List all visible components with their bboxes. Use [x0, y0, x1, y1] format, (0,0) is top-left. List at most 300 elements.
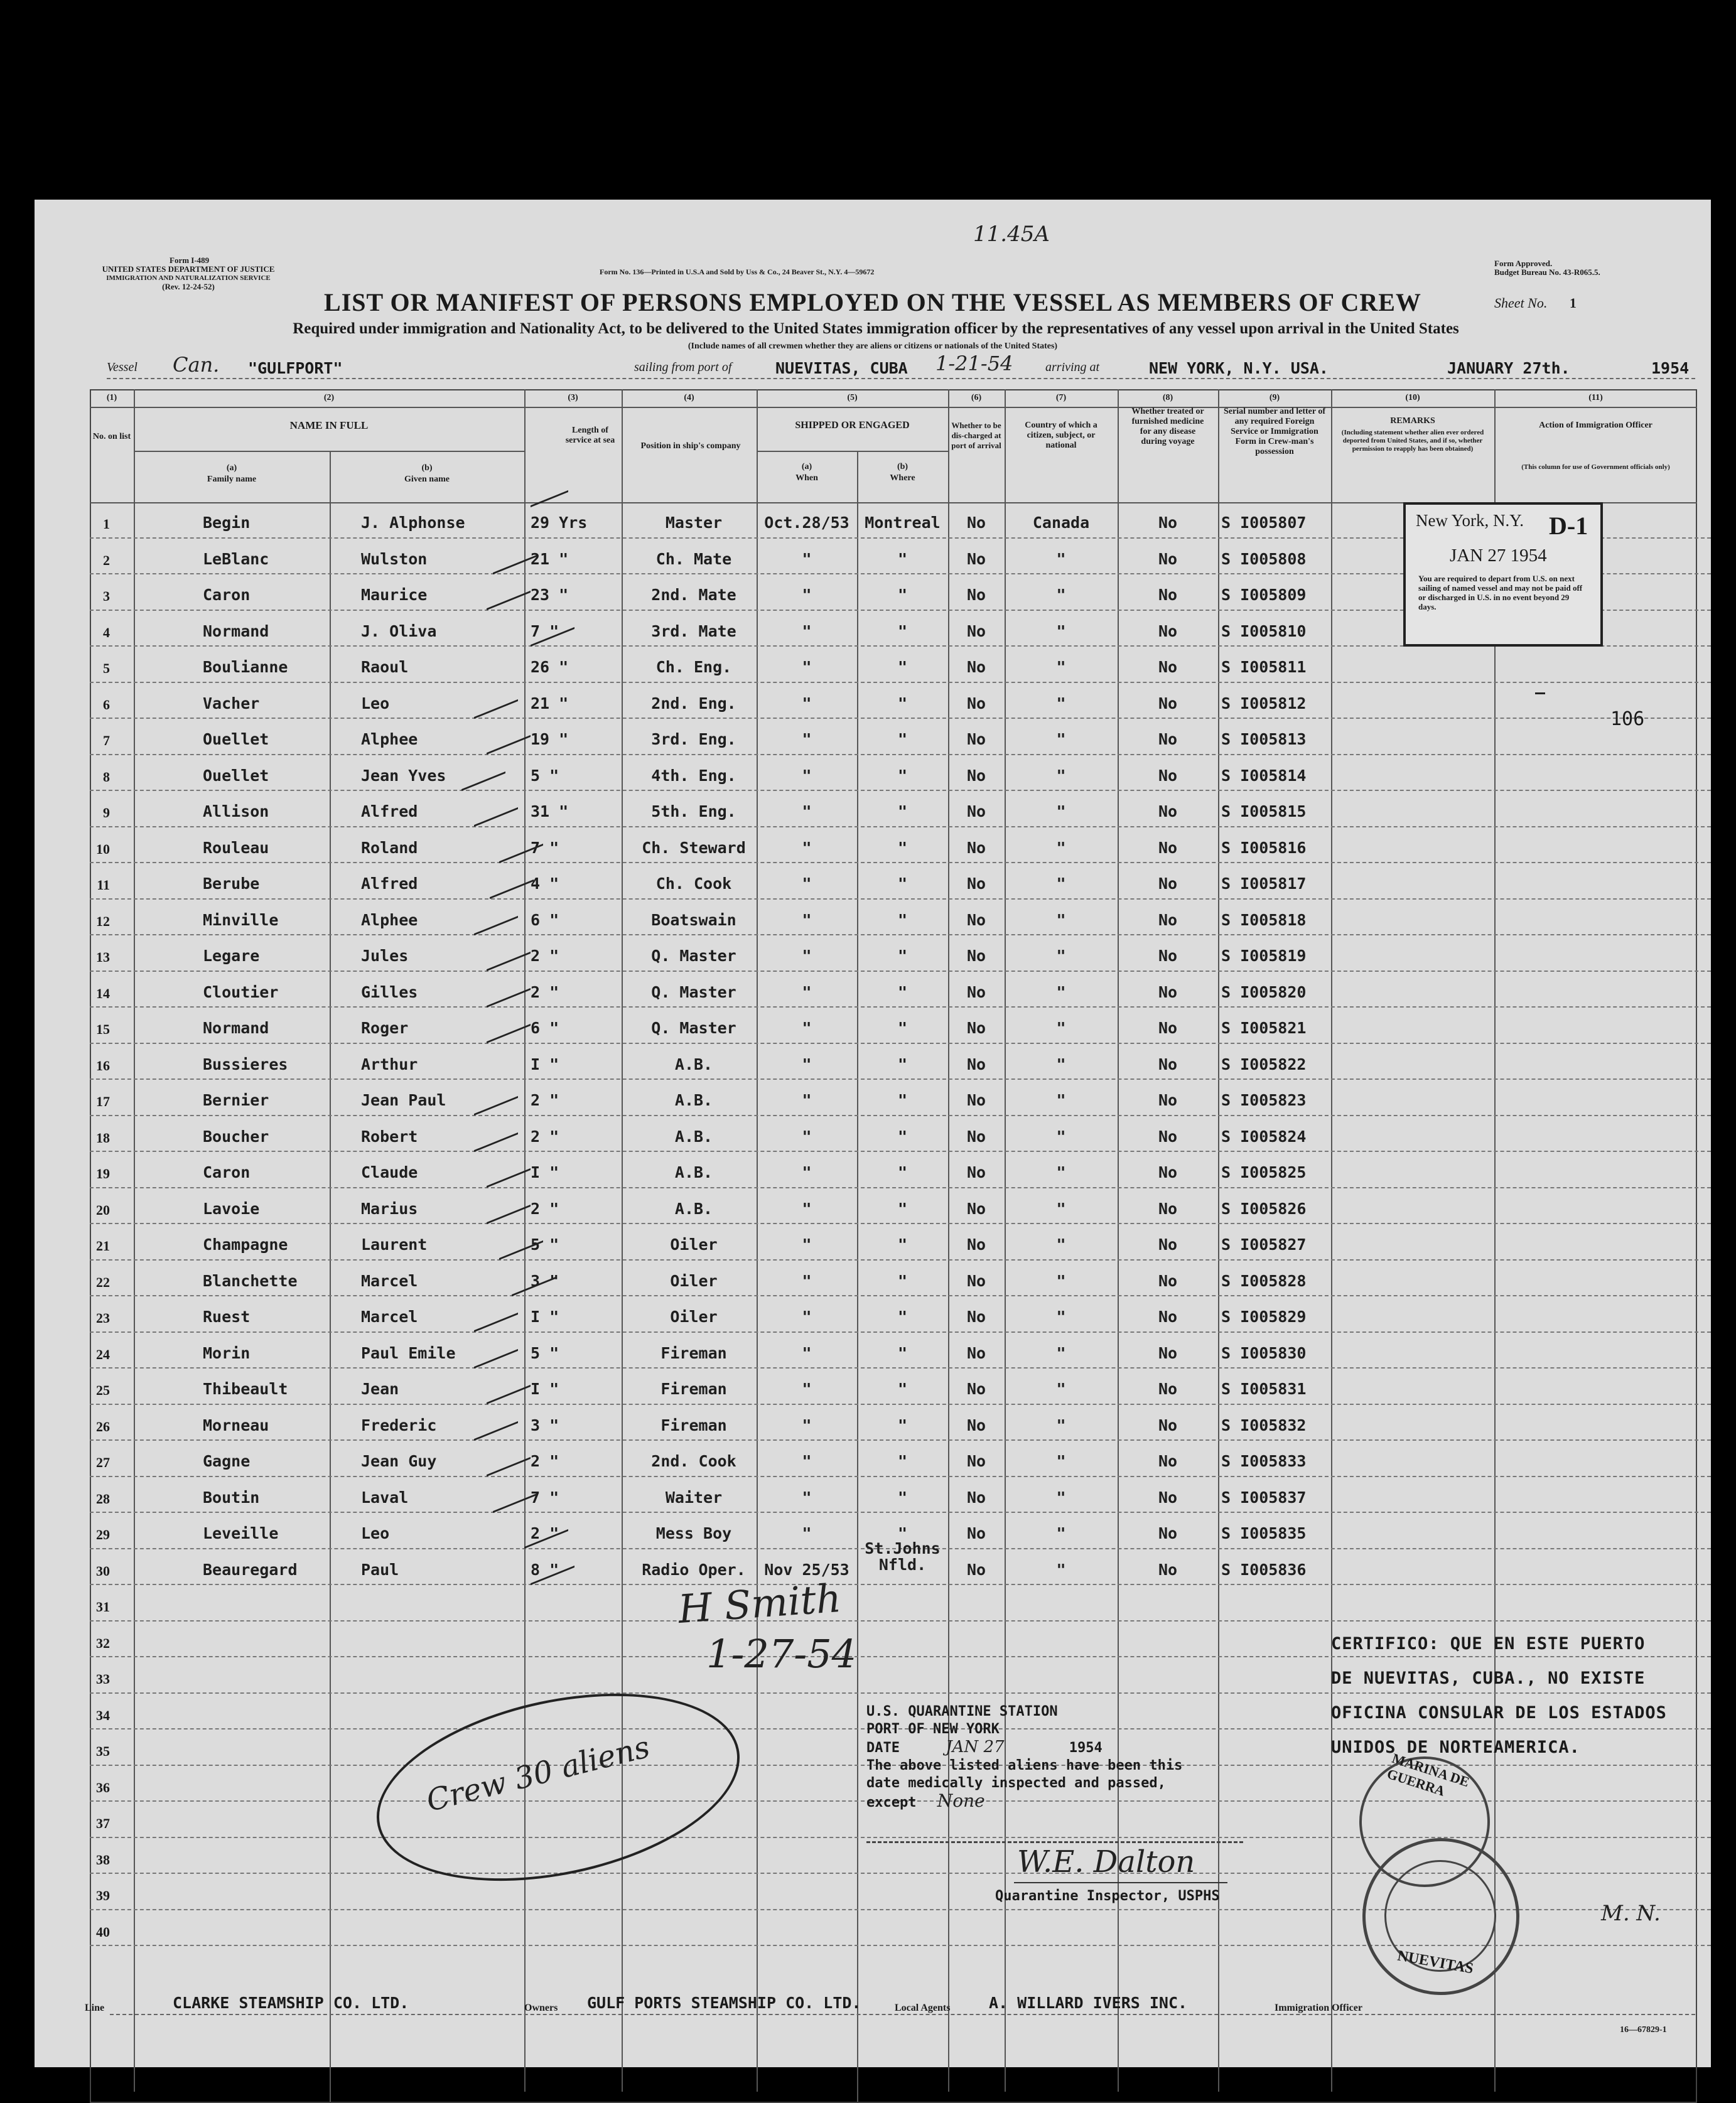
length-of-service: 2 " — [531, 947, 559, 965]
arriving-port: NEW YORK, N.Y. USA. — [1149, 359, 1329, 377]
discharged: No — [966, 1524, 986, 1542]
col-number: (7) — [1055, 393, 1067, 402]
header-family-name: Family name — [207, 475, 257, 484]
col-number: (8) — [1162, 393, 1173, 402]
discharged: No — [966, 1199, 986, 1218]
length-of-service: I " — [531, 1163, 559, 1181]
row-number: 5 — [103, 660, 110, 676]
medicine: No — [1158, 1091, 1178, 1109]
length-of-service: 3 " — [531, 1271, 559, 1290]
family-name: Morin — [203, 1343, 251, 1362]
shipped-where: " — [897, 621, 908, 640]
form-number: Form I-489 — [170, 255, 210, 265]
table-row — [35, 719, 1711, 755]
medicine: No — [1158, 730, 1178, 748]
given-name: Alfred — [361, 874, 418, 893]
length-of-service: 2 " — [531, 1127, 559, 1146]
position: Fireman — [660, 1416, 727, 1434]
seal-text-bottom: NUEVITAS — [1396, 1947, 1475, 1977]
shipped-where: Montreal — [865, 514, 941, 532]
printer-line: Form No. 136—Printed in U.S.A and Sold by Uss & Co., 24 Beaver St., N.Y. 4—59672 — [600, 267, 875, 276]
sailing-date-handwritten: 1-21-54 — [935, 352, 1013, 375]
country: " — [1056, 1235, 1066, 1254]
header-remarks-note: (Including statement whether alien ever ordered deported from United States, and if so, whether permission to reapply has been obtained) — [1341, 429, 1484, 453]
check-mark — [474, 896, 518, 935]
stamp-text: You are required to depart from U.S. on next sailing of named vessel and may not be paid off or discharged in U.S. in no event beyond 29 days. — [1418, 574, 1583, 611]
discharged: No — [966, 910, 986, 929]
manifest-page — [35, 200, 1711, 2067]
discharged: No — [966, 947, 986, 965]
row-number: 25 — [96, 1382, 110, 1398]
given-name: Alphee — [361, 910, 418, 929]
table-row — [35, 647, 1711, 683]
shipped-when: " — [802, 1380, 812, 1398]
shipped-where: " — [897, 1343, 908, 1362]
medicine: No — [1158, 1380, 1178, 1398]
shipped-when: " — [802, 838, 812, 857]
discharged: No — [966, 1488, 986, 1507]
length-of-service: 26 " — [531, 658, 569, 676]
shipped-when: " — [802, 586, 812, 604]
family-name: Thibeault — [203, 1380, 288, 1398]
check-mark — [487, 716, 531, 755]
seal-text-top: MARINA DE GUERRA — [1385, 1750, 1472, 1799]
country: " — [1056, 1019, 1066, 1037]
medicine: No — [1158, 982, 1178, 1001]
row-number: 1 — [103, 516, 110, 532]
check-mark — [493, 535, 537, 574]
quarantine-station: U.S. QUARANTINE STATION — [866, 1704, 1058, 1719]
country: " — [1056, 947, 1066, 965]
manifest-subnote: (Include names of all crewmen whether they are aliens or citizens or nationals of the United States) — [687, 342, 1058, 351]
shipped-when: " — [802, 1235, 812, 1254]
arrival-year: 1954 — [1651, 359, 1690, 377]
serial-number: S I005811 — [1221, 658, 1307, 676]
medicine: No — [1158, 1235, 1178, 1254]
country: " — [1056, 1199, 1066, 1218]
stamp-date: JAN 27 1954 — [1450, 546, 1547, 566]
shipped-when: " — [802, 874, 812, 893]
family-name: Caron — [203, 1163, 251, 1181]
shipped-where: " — [897, 658, 908, 676]
shipped-where: " — [897, 1271, 908, 1290]
certificate-line-1: CERTIFICO: QUE EN ESTE PUERTO — [1331, 1634, 1646, 1654]
manifest-title: LIST OR MANIFEST OF PERSONS EMPLOYED ON THE VESSEL AS MEMBERS OF CREW — [324, 288, 1421, 316]
shipped-when: " — [802, 658, 812, 676]
shipped-when: " — [802, 549, 812, 568]
given-name: Roger — [361, 1019, 409, 1037]
check-mark — [487, 1149, 531, 1188]
check-mark — [474, 1294, 518, 1332]
family-name: Normand — [203, 621, 269, 640]
table-row — [35, 1296, 1711, 1333]
serial-number: S I005832 — [1221, 1416, 1307, 1434]
check-mark — [531, 1546, 574, 1584]
form-id-block — [94, 256, 283, 291]
shipped-where: " — [897, 1488, 908, 1507]
header-family-a: (a) — [226, 463, 237, 473]
col-number: (3) — [568, 393, 578, 402]
shipped-when: " — [802, 621, 812, 640]
medicine: No — [1158, 1271, 1178, 1290]
position: 3rd. Eng. — [651, 730, 736, 748]
footer-officer-label: Immigration Officer — [1275, 2003, 1362, 2013]
country: " — [1056, 982, 1066, 1001]
medicine: No — [1158, 658, 1178, 676]
position: Oiler — [670, 1235, 718, 1254]
given-name: Wulston — [361, 549, 428, 568]
serial-number: S I005808 — [1221, 549, 1307, 568]
given-name: Maurice — [361, 586, 428, 604]
medicine: No — [1158, 1416, 1178, 1434]
shipped-where: " — [897, 982, 908, 1001]
serial-number: S I005821 — [1221, 1019, 1307, 1037]
country: " — [1056, 658, 1066, 676]
check-mark — [474, 788, 518, 827]
header-remarks: REMARKS — [1390, 416, 1435, 426]
discharged: No — [966, 1091, 986, 1109]
given-name: Paul — [361, 1560, 399, 1579]
shipped-when: " — [802, 982, 812, 1001]
col-number: (9) — [1269, 393, 1280, 402]
inspector-date: 1-27-54 — [706, 1631, 857, 1677]
row-number: 6 — [103, 696, 110, 713]
row-number: 27 — [96, 1455, 110, 1470]
row-number: 33 — [96, 1671, 110, 1687]
discharged: No — [966, 1416, 986, 1434]
check-mark — [487, 933, 531, 971]
discharged: No — [966, 1308, 986, 1326]
length-of-service: 2 " — [531, 982, 559, 1001]
position: 4th. Eng. — [651, 766, 736, 785]
medicine: No — [1158, 1163, 1178, 1181]
length-of-service: 6 " — [531, 910, 559, 929]
length-of-service: 21 " — [531, 549, 569, 568]
length-of-service: 5 " — [531, 766, 559, 785]
shipped-where: " — [897, 838, 908, 857]
family-name: Boucher — [203, 1127, 269, 1146]
certificate-line-3: OFICINA CONSULAR DE LOS ESTADOS — [1331, 1703, 1667, 1723]
quarantine-date-handwritten: JAN 27 — [946, 1738, 1005, 1756]
position: Oiler — [670, 1271, 718, 1290]
serial-number: S I005816 — [1221, 838, 1307, 857]
position: 5th. Eng. — [651, 802, 736, 820]
length-of-service: 2 " — [531, 1091, 559, 1109]
row-number: 18 — [96, 1129, 110, 1146]
country: " — [1056, 730, 1066, 748]
header-when-a: (a) — [801, 462, 812, 471]
serial-number: S I005835 — [1221, 1524, 1307, 1542]
position: 3rd. Mate — [651, 621, 736, 640]
country: " — [1056, 1560, 1066, 1579]
position: A.B. — [674, 1199, 713, 1218]
shipped-where: " — [897, 1127, 908, 1146]
given-name: Marcel — [361, 1271, 418, 1290]
certificate-line-4: UNIDOS DE NORTEAMERICA. — [1331, 1738, 1580, 1757]
length-of-service: 4 " — [531, 874, 559, 893]
header-action: Action of Immigration Officer — [1539, 421, 1652, 430]
serial-number: S I005823 — [1221, 1091, 1307, 1109]
footer-owners: GULF PORTS STEAMSHIP CO. LTD. — [587, 1994, 861, 2012]
length-of-service: 19 " — [531, 730, 569, 748]
position: Fireman — [660, 1380, 727, 1398]
position: Boatswain — [651, 910, 736, 929]
quarantine-line-1: The above listed aliens have been this — [866, 1758, 1183, 1773]
stamp-code: D-1 — [1549, 512, 1588, 540]
family-name: LeBlanc — [203, 549, 269, 568]
medicine: No — [1158, 910, 1178, 929]
country: " — [1056, 766, 1066, 785]
row-number: 40 — [96, 1923, 110, 1940]
table-row — [35, 1261, 1711, 1297]
serial-number: S I005824 — [1221, 1127, 1307, 1146]
check-mark — [531, 608, 574, 646]
serial-number: S I005828 — [1221, 1271, 1307, 1290]
discharged: No — [966, 514, 986, 532]
country: " — [1056, 1308, 1066, 1326]
family-name: Legare — [203, 947, 260, 965]
medicine: No — [1158, 1488, 1178, 1507]
discharged: No — [966, 730, 986, 748]
row-number: 7 — [103, 733, 110, 748]
shipped-when: " — [802, 1416, 812, 1434]
table-row — [35, 935, 1711, 972]
immigration-stamp — [1403, 502, 1603, 647]
given-name: Laval — [361, 1488, 409, 1507]
serial-number: S I005825 — [1221, 1163, 1307, 1181]
sailing-port: NUEVITAS, CUBA — [775, 359, 908, 377]
medicine: No — [1158, 1452, 1178, 1470]
country: " — [1056, 1343, 1066, 1362]
seal-signature-initials: M. N. — [1601, 1901, 1661, 1926]
position: 2nd. Eng. — [651, 694, 736, 713]
given-name: Leo — [361, 694, 390, 713]
table-row — [35, 1152, 1711, 1188]
shipped-where: " — [897, 1308, 908, 1326]
row-number: 20 — [96, 1202, 110, 1218]
header-medicine: Whether treated or furnished medicine for any disease during voyage — [1131, 407, 1204, 446]
table-row — [35, 1585, 1711, 1622]
serial-number: S I005820 — [1221, 982, 1307, 1001]
serial-number: S I005830 — [1221, 1343, 1307, 1362]
vessel-label: Vessel — [107, 360, 137, 374]
col-number: (4) — [684, 393, 694, 402]
check-mark — [524, 1510, 568, 1549]
length-of-service: I " — [531, 1380, 559, 1398]
serial-number: S I005827 — [1221, 1235, 1307, 1254]
country: Canada — [1032, 514, 1090, 532]
shipped-when: " — [802, 910, 812, 929]
row-number: 35 — [96, 1743, 110, 1759]
length-of-service: 8 " — [531, 1560, 559, 1579]
given-name: Paul Emile — [361, 1343, 456, 1362]
shipped-when: Nov 25/53 — [764, 1560, 849, 1579]
country: " — [1056, 1488, 1066, 1507]
serial-number: S I005812 — [1221, 694, 1307, 713]
shipped-when: " — [802, 1019, 812, 1037]
footer-owners-label: Owners — [524, 2003, 558, 2013]
given-name: J. Alphonse — [361, 514, 465, 532]
discharged: No — [966, 838, 986, 857]
family-name: Blanchette — [203, 1271, 298, 1290]
col-number: (1) — [106, 393, 117, 402]
service-name: IMMIGRATION AND NATURALIZATION SERVICE — [106, 274, 271, 282]
row-number: 8 — [103, 768, 110, 785]
table-row — [35, 683, 1711, 719]
length-of-service: 2 " — [531, 1199, 559, 1218]
serial-number: S I005807 — [1221, 514, 1307, 532]
length-of-service: 6 " — [531, 1019, 559, 1037]
quarantine-rule — [866, 1841, 1243, 1843]
table-row — [35, 1441, 1711, 1477]
budget-bureau: Budget Bureau No. 43-R065.5. — [1494, 267, 1600, 277]
footer-agents-label: Local Agents — [895, 2003, 951, 2013]
table-row — [35, 755, 1711, 792]
shipped-when: " — [802, 1524, 812, 1542]
table-row — [35, 827, 1711, 864]
col-number: (6) — [971, 393, 982, 402]
shipped-where: " — [897, 874, 908, 893]
position: A.B. — [674, 1055, 713, 1073]
table-row — [35, 1333, 1711, 1369]
row-number: 10 — [96, 841, 110, 857]
row-number: 28 — [96, 1490, 110, 1507]
discharged: No — [966, 1163, 986, 1181]
position: Ch. Cook — [655, 874, 732, 893]
family-name: Rouleau — [203, 838, 269, 857]
length-of-service: 23 " — [531, 586, 569, 604]
shipped-where: St.Johns Nfld. — [865, 1539, 941, 1574]
length-of-service: I " — [531, 1055, 559, 1073]
discharged: No — [966, 1055, 986, 1073]
table-row — [35, 1224, 1711, 1261]
arriving-label: arriving at — [1045, 360, 1100, 374]
country: " — [1056, 1127, 1066, 1146]
shipped-when: " — [802, 1343, 812, 1362]
given-name: Jean Paul — [361, 1091, 446, 1109]
check-mark — [474, 1330, 518, 1368]
family-name: Gagne — [203, 1452, 251, 1470]
length-of-service: 29 Yrs — [531, 514, 588, 532]
shipped-where: " — [897, 1235, 908, 1254]
family-name: Boutin — [203, 1488, 260, 1507]
length-of-service: 5 " — [531, 1343, 559, 1362]
shipped-where: " — [897, 1019, 908, 1037]
header-rule — [90, 407, 1697, 408]
given-name: Claude — [361, 1163, 418, 1181]
shipped-where: " — [897, 1199, 908, 1218]
serial-number: S I005836 — [1221, 1560, 1307, 1579]
row-number: 2 — [103, 552, 110, 568]
row-number: 16 — [96, 1057, 110, 1073]
medicine: No — [1158, 838, 1178, 857]
country: " — [1056, 549, 1066, 568]
shipped-where: " — [897, 1055, 908, 1073]
table-row — [35, 791, 1711, 827]
discharged: No — [966, 982, 986, 1001]
header-length: Length of service at sea — [565, 426, 615, 445]
stamp-place: New York, N.Y. — [1416, 511, 1524, 530]
position: Master — [665, 514, 723, 532]
row-number: 24 — [96, 1346, 110, 1362]
position: Waiter — [665, 1488, 723, 1507]
check-mark — [487, 969, 531, 1007]
table-row — [35, 1405, 1711, 1441]
country: " — [1056, 1091, 1066, 1109]
given-name: Jean — [361, 1380, 399, 1398]
quarantine-date-line — [866, 1738, 1182, 1757]
discharged: No — [966, 766, 986, 785]
col-number: (2) — [323, 393, 335, 402]
header-shipped: SHIPPED OR ENGAGED — [795, 420, 910, 431]
table-row — [35, 1539, 1711, 1586]
inspector-initials: H Smith — [676, 1575, 843, 1632]
given-name: Alfred — [361, 802, 418, 820]
country: " — [1056, 586, 1066, 604]
serial-number: S I005819 — [1221, 947, 1307, 965]
shipped-where: " — [897, 586, 908, 604]
length-of-service: 7 " — [531, 1488, 559, 1507]
given-name: Arthur — [361, 1055, 418, 1073]
quarantine-port: PORT OF NEW YORK — [866, 1721, 1000, 1737]
table-row — [35, 972, 1711, 1008]
discharged: No — [966, 1019, 986, 1037]
footer-line: CLARKE STEAMSHIP CO. LTD. — [173, 1994, 409, 2012]
check-mark — [487, 1438, 531, 1476]
shipped-when: " — [802, 730, 812, 748]
row-number: 30 — [96, 1562, 110, 1579]
header-discharged: Whether to be dis-charged at port of arrival — [951, 421, 1001, 450]
shipped-when: " — [802, 1271, 812, 1290]
row-number: 14 — [96, 985, 110, 1001]
shipped-when: " — [802, 766, 812, 785]
shipped-where: " — [897, 1452, 908, 1470]
serial-number: S I005831 — [1221, 1380, 1307, 1398]
country: " — [1056, 621, 1066, 640]
quarantine-date-label: DATE — [866, 1740, 900, 1756]
shipped-when: " — [802, 1163, 812, 1181]
check-mark — [474, 1077, 518, 1116]
col-number: (10) — [1405, 393, 1420, 402]
check-mark — [487, 1005, 531, 1043]
medicine: No — [1158, 1055, 1178, 1073]
row-number: 22 — [96, 1274, 110, 1290]
medicine: No — [1158, 874, 1178, 893]
given-name: Gilles — [361, 982, 418, 1001]
table-row — [35, 1116, 1711, 1153]
header-position: Position in ship's company — [640, 441, 741, 451]
length-of-service: I " — [531, 1308, 559, 1326]
family-name: Caron — [203, 586, 251, 604]
serial-number: S I005815 — [1221, 802, 1307, 820]
header-rule — [134, 451, 524, 452]
shipped-when: " — [802, 694, 812, 713]
serial-number: S I005833 — [1221, 1452, 1307, 1470]
shipped-when: " — [802, 802, 812, 820]
handwritten-file-number: 11.45A — [973, 222, 1050, 247]
shipped-when: " — [802, 1452, 812, 1470]
check-mark — [490, 861, 534, 899]
shipped-when: " — [802, 1091, 812, 1109]
quarantine-block — [866, 1703, 1182, 1812]
medicine: No — [1158, 1019, 1178, 1037]
shipped-where: " — [897, 1524, 908, 1542]
header-when: When — [795, 473, 818, 483]
quarantine-line-2: date medically inspected and passed, — [866, 1775, 1166, 1791]
given-name: Jules — [361, 947, 409, 965]
customs-seal — [1362, 1838, 1519, 1995]
discharged: No — [966, 694, 986, 713]
